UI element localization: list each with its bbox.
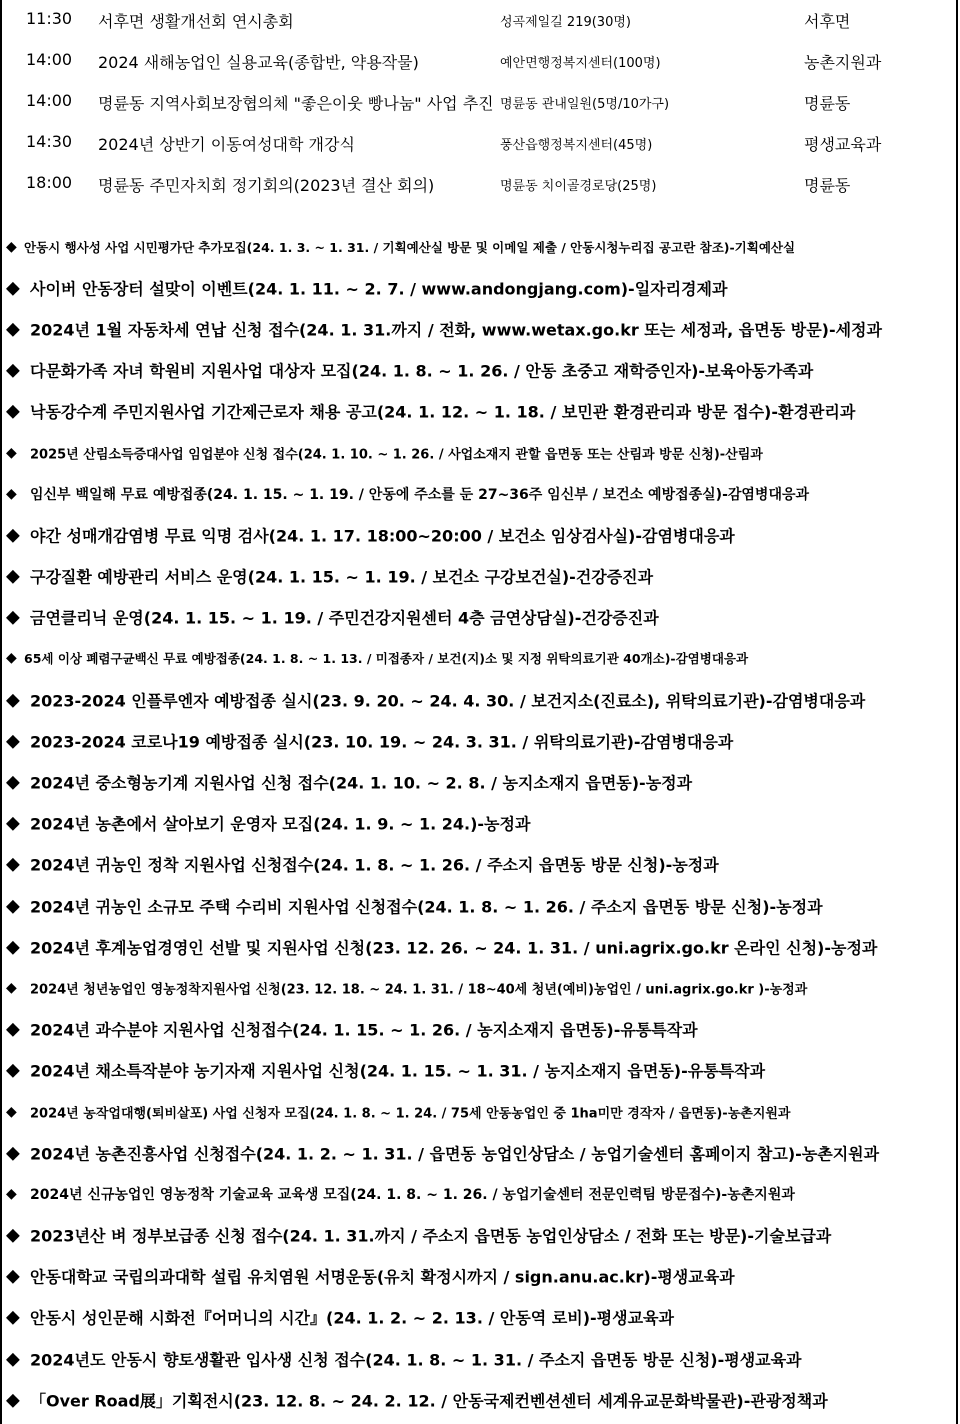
notice-item <box>2 1132 956 1173</box>
notice-text: 2024년 귀농인 정착 지원사업 신청접수(24. 1. 8. ~ 1. 26. / 주소지 읍면동 방문 신청)-농정과 <box>30 855 719 875</box>
notice-item <box>2 597 956 638</box>
diamond-bullet-icon: ◆ <box>6 485 17 502</box>
notice-item <box>2 720 956 761</box>
schedule-time: 14:30 <box>26 132 73 151</box>
schedule-event: 2024년 상반기 이동여성대학 개강식 <box>98 135 355 154</box>
diamond-bullet-icon: ◆ <box>6 359 20 381</box>
notice-text: 안동시 행사성 사업 시민평가단 추가모집(24. 1. 3. ~ 1. 31. / 기획예산실 방문 및 이메일 제출 / 안동시청누리집 공고란 참조)-기획예산실 <box>24 239 796 255</box>
notice-item <box>2 1215 956 1256</box>
diamond-bullet-icon: ◆ <box>6 277 20 299</box>
schedule-dept: 명륜동 <box>804 176 851 195</box>
notice-text: 2024년 농촌에서 살아보기 운영자 모집(24. 1. 9. ~ 1. 24.)-농정과 <box>30 814 531 834</box>
schedule-dept: 농촌지원과 <box>804 53 882 72</box>
schedule-place: 성곡제일길 219(30명) <box>500 15 631 30</box>
diamond-bullet-icon: ◆ <box>6 1265 20 1287</box>
notice-item <box>2 556 956 597</box>
notice-text: 2024년 청년농업인 영농정착지원사업 신청(23. 12. 18. ~ 24. 1. 31. / 18~40세 청년(예비)농업인 / uni.agrix.go.kr )-농정과 <box>30 982 808 998</box>
schedule-time: 14:00 <box>26 91 73 110</box>
diamond-bullet-icon: ◆ <box>6 238 17 255</box>
notice-item <box>2 391 956 432</box>
schedule-row <box>2 164 956 205</box>
notice-text: 2024년도 안동시 향토생활관 입사생 신청 접수(24. 1. 8. ~ 1. 31. / 주소지 읍면동 방문 신청)-평생교육과 <box>30 1350 802 1370</box>
notice-item <box>2 803 956 844</box>
notice-item <box>2 350 956 391</box>
notice-item <box>2 226 956 267</box>
diamond-bullet-icon: ◆ <box>6 812 20 834</box>
schedule-event: 명륜동 주민자치회 정기회의(2023년 결산 회의) <box>98 176 435 195</box>
diamond-bullet-icon: ◆ <box>6 318 20 340</box>
diamond-bullet-icon: ◆ <box>6 1224 20 1246</box>
notice-text: 구강질환 예방관리 서비스 운영(24. 1. 15. ~ 1. 19. / 보건소 구강보건실)-건강증진과 <box>30 567 654 587</box>
notice-list <box>2 226 956 1420</box>
diamond-bullet-icon: ◆ <box>6 689 20 711</box>
notice-text: 2024년 후계농업경영인 선발 및 지원사업 신청(23. 12. 26. ~ 24. 1. 31. / uni.agrix.go.kr 온라인 신청)-농정과 <box>30 938 878 958</box>
notice-item <box>2 885 956 926</box>
notice-item <box>2 1091 956 1132</box>
schedule-time: 18:00 <box>26 173 73 192</box>
notice-text: 2025년 산림소득증대사업 임업분야 신청 접수(24. 1. 10. ~ 1. 26. / 사업소재지 관할 읍면동 또는 산림과 방문 신청)-산림과 <box>30 447 763 463</box>
diamond-bullet-icon: ◆ <box>6 895 20 917</box>
notice-item <box>2 1338 956 1379</box>
notice-text: 2023-2024 코로나19 예방접종 실시(23. 10. 19. ~ 24. 3. 31. / 위탁의료기관)-감염병대응과 <box>30 732 734 752</box>
notice-text: 임신부 백일해 무료 예방접종(24. 1. 15. ~ 1. 19. / 안동에 주소를 둔 27~36주 임신부 / 보건소 예방접종실)-감염병대응과 <box>30 486 810 503</box>
notice-item <box>2 1256 956 1297</box>
notice-text: 2024년 1월 자동차세 연납 신청 접수(24. 1. 31.까지 / 전화, www.wetax.go.kr 또는 세정과, 읍면동 방문)-세정과 <box>30 320 882 340</box>
notice-text: 낙동강수계 주민지원사업 기간제근로자 채용 공고(24. 1. 12. ~ 1. 18. / 보민관 환경관리과 방문 접수)-환경관리과 <box>30 402 856 422</box>
schedule-dept: 명륜동 <box>804 94 851 113</box>
notice-text: 2024년 채소특작분야 농기자재 지원사업 신청(24. 1. 15. ~ 1. 31. / 농지소재지 읍면동)-유통특작과 <box>30 1061 766 1081</box>
notice-text: 2024년 신규농업인 영농정착 기술교육 교육생 모집(24. 1. 8. ~ 1. 26. / 농업기술센터 전문인력팀 방문접수)-농촌지원과 <box>30 1186 795 1203</box>
notice-text: 2023-2024 인플루엔자 예방접종 실시(23. 9. 20. ~ 24. 4. 30. / 보건지소(진료소), 위탁의료기관)-감염병대응과 <box>30 691 866 711</box>
notice-item <box>2 1173 956 1214</box>
notice-text: 「Over Road展」기획전시(23. 12. 8. ~ 24. 2. 12. / 안동국제컨벤션센터 세계유교문화박물관)-관광정책과 <box>30 1391 828 1411</box>
notice-text: 금연클리닉 운영(24. 1. 15. ~ 1. 19. / 주민건강지원센터 4층 금연상담실)-건강증진과 <box>30 608 659 628</box>
notice-text: 2023년산 벼 정부보급종 신청 접수(24. 1. 31.까지 / 주소지 읍면동 농업인상담소 / 전화 또는 방문)-기술보급과 <box>30 1226 832 1246</box>
notice-text: 2024년 귀농인 소규모 주택 수리비 지원사업 신청접수(24. 1. 8. ~ 1. 26. / 주소지 읍면동 방문 신청)-농정과 <box>30 897 823 917</box>
schedule-place: 예안면행정복지센터(100명) <box>500 56 661 71</box>
notice-text: 2024년 농작업대행(퇴비살포) 사업 신청자 모집(24. 1. 8. ~ 1. 24. / 75세 안동농업인 중 1ha미만 경작자 / 읍면동)-농촌지원과 <box>30 1106 791 1122</box>
diamond-bullet-icon: ◆ <box>6 730 20 752</box>
diamond-bullet-icon: ◆ <box>6 1348 20 1370</box>
notice-item <box>2 514 956 555</box>
schedule-row <box>2 41 956 82</box>
notice-item <box>2 473 956 514</box>
diamond-bullet-icon: ◆ <box>6 1059 20 1081</box>
notice-text: 65세 이상 폐렴구균백신 무료 예방접종(24. 1. 8. ~ 1. 13. / 미접종자 / 보건(지)소 및 지정 위탁의료기관 40개소)-감염병대응과 <box>24 651 749 667</box>
notice-item <box>2 1050 956 1091</box>
notice-item <box>2 679 956 720</box>
schedule-time: 14:00 <box>26 50 73 69</box>
schedule-dept: 평생교육과 <box>804 135 882 154</box>
notice-item <box>2 926 956 967</box>
notice-text: 2024년 농촌진흥사업 신청접수(24. 1. 2. ~ 1. 31. / 읍면동 농업인상담소 / 농업기술센터 홈페이지 참고)-농촌지원과 <box>30 1144 880 1164</box>
diamond-bullet-icon: ◆ <box>6 400 20 422</box>
schedule-row <box>2 123 956 164</box>
diamond-bullet-icon: ◆ <box>6 979 17 996</box>
schedule-time: 11:30 <box>26 9 73 28</box>
notice-item <box>2 1009 956 1050</box>
schedule-place: 명륜동 치이골경로당(25명) <box>500 179 657 194</box>
notice-text: 사이버 안동장터 설맞이 이벤트(24. 1. 11. ~ 2. 7. / www.andongjang.com)-일자리경제과 <box>30 279 728 299</box>
notice-text: 야간 성매개감염병 무료 익명 검사(24. 1. 17. 18:00~20:00 / 보건소 임상검사실)-감염병대응과 <box>30 526 735 546</box>
diamond-bullet-icon: ◆ <box>6 853 20 875</box>
notice-item <box>2 844 956 885</box>
notice-text: 안동대학교 국립의과대학 설립 유치염원 서명운동(유치 확정시까지 / sign.anu.ac.kr)-평생교육과 <box>30 1267 735 1287</box>
diamond-bullet-icon: ◆ <box>6 524 20 546</box>
notice-item <box>2 761 956 802</box>
diamond-bullet-icon: ◆ <box>6 1103 17 1120</box>
notice-item <box>2 1379 956 1420</box>
schedule-place: 명륜동 관내일원(5명/10가구) <box>500 97 670 112</box>
diamond-bullet-icon: ◆ <box>6 650 17 667</box>
diamond-bullet-icon: ◆ <box>6 936 20 958</box>
schedule-dept: 서후면 <box>804 12 851 31</box>
diamond-bullet-icon: ◆ <box>6 1389 20 1411</box>
schedule-table <box>2 0 956 205</box>
notice-item <box>2 267 956 308</box>
diamond-bullet-icon: ◆ <box>6 771 20 793</box>
diamond-bullet-icon: ◆ <box>6 444 17 461</box>
notice-item <box>2 638 956 679</box>
notice-text: 2024년 중소형농기계 지원사업 신청 접수(24. 1. 10. ~ 2. 8. / 농지소재지 읍면동)-농정과 <box>30 773 693 793</box>
schedule-row <box>2 82 956 123</box>
notice-item <box>2 432 956 473</box>
schedule-row <box>2 0 956 41</box>
schedule-event: 2024 새해농업인 실용교육(종합반, 약용작물) <box>98 53 419 72</box>
notice-item <box>2 308 956 349</box>
notice-text: 안동시 성인문해 시화전『어머니의 시간』(24. 1. 2. ~ 2. 13. / 안동역 로비)-평생교육과 <box>30 1308 674 1328</box>
notice-text: 다문화가족 자녀 학원비 지원사업 대상자 모집(24. 1. 8. ~ 1. 26. / 안동 초중고 재학증인자)-보육아동가족과 <box>30 361 814 381</box>
diamond-bullet-icon: ◆ <box>6 565 20 587</box>
diamond-bullet-icon: ◆ <box>6 1306 20 1328</box>
diamond-bullet-icon: ◆ <box>6 1185 17 1202</box>
schedule-event: 명륜동 지역사회보장협의체 "좋은이웃 빵나눔" 사업 추진 <box>98 94 494 113</box>
notice-item <box>2 967 956 1008</box>
diamond-bullet-icon: ◆ <box>6 606 20 628</box>
schedule-event: 서후면 생활개선회 연시총회 <box>98 12 294 31</box>
notice-item <box>2 1297 956 1338</box>
diamond-bullet-icon: ◆ <box>6 1142 20 1164</box>
diamond-bullet-icon: ◆ <box>6 1018 20 1040</box>
schedule-place: 풍산읍행정복지센터(45명) <box>500 138 653 153</box>
notice-text: 2024년 과수분야 지원사업 신청접수(24. 1. 15. ~ 1. 26. / 농지소재지 읍면동)-유통특작과 <box>30 1020 698 1040</box>
